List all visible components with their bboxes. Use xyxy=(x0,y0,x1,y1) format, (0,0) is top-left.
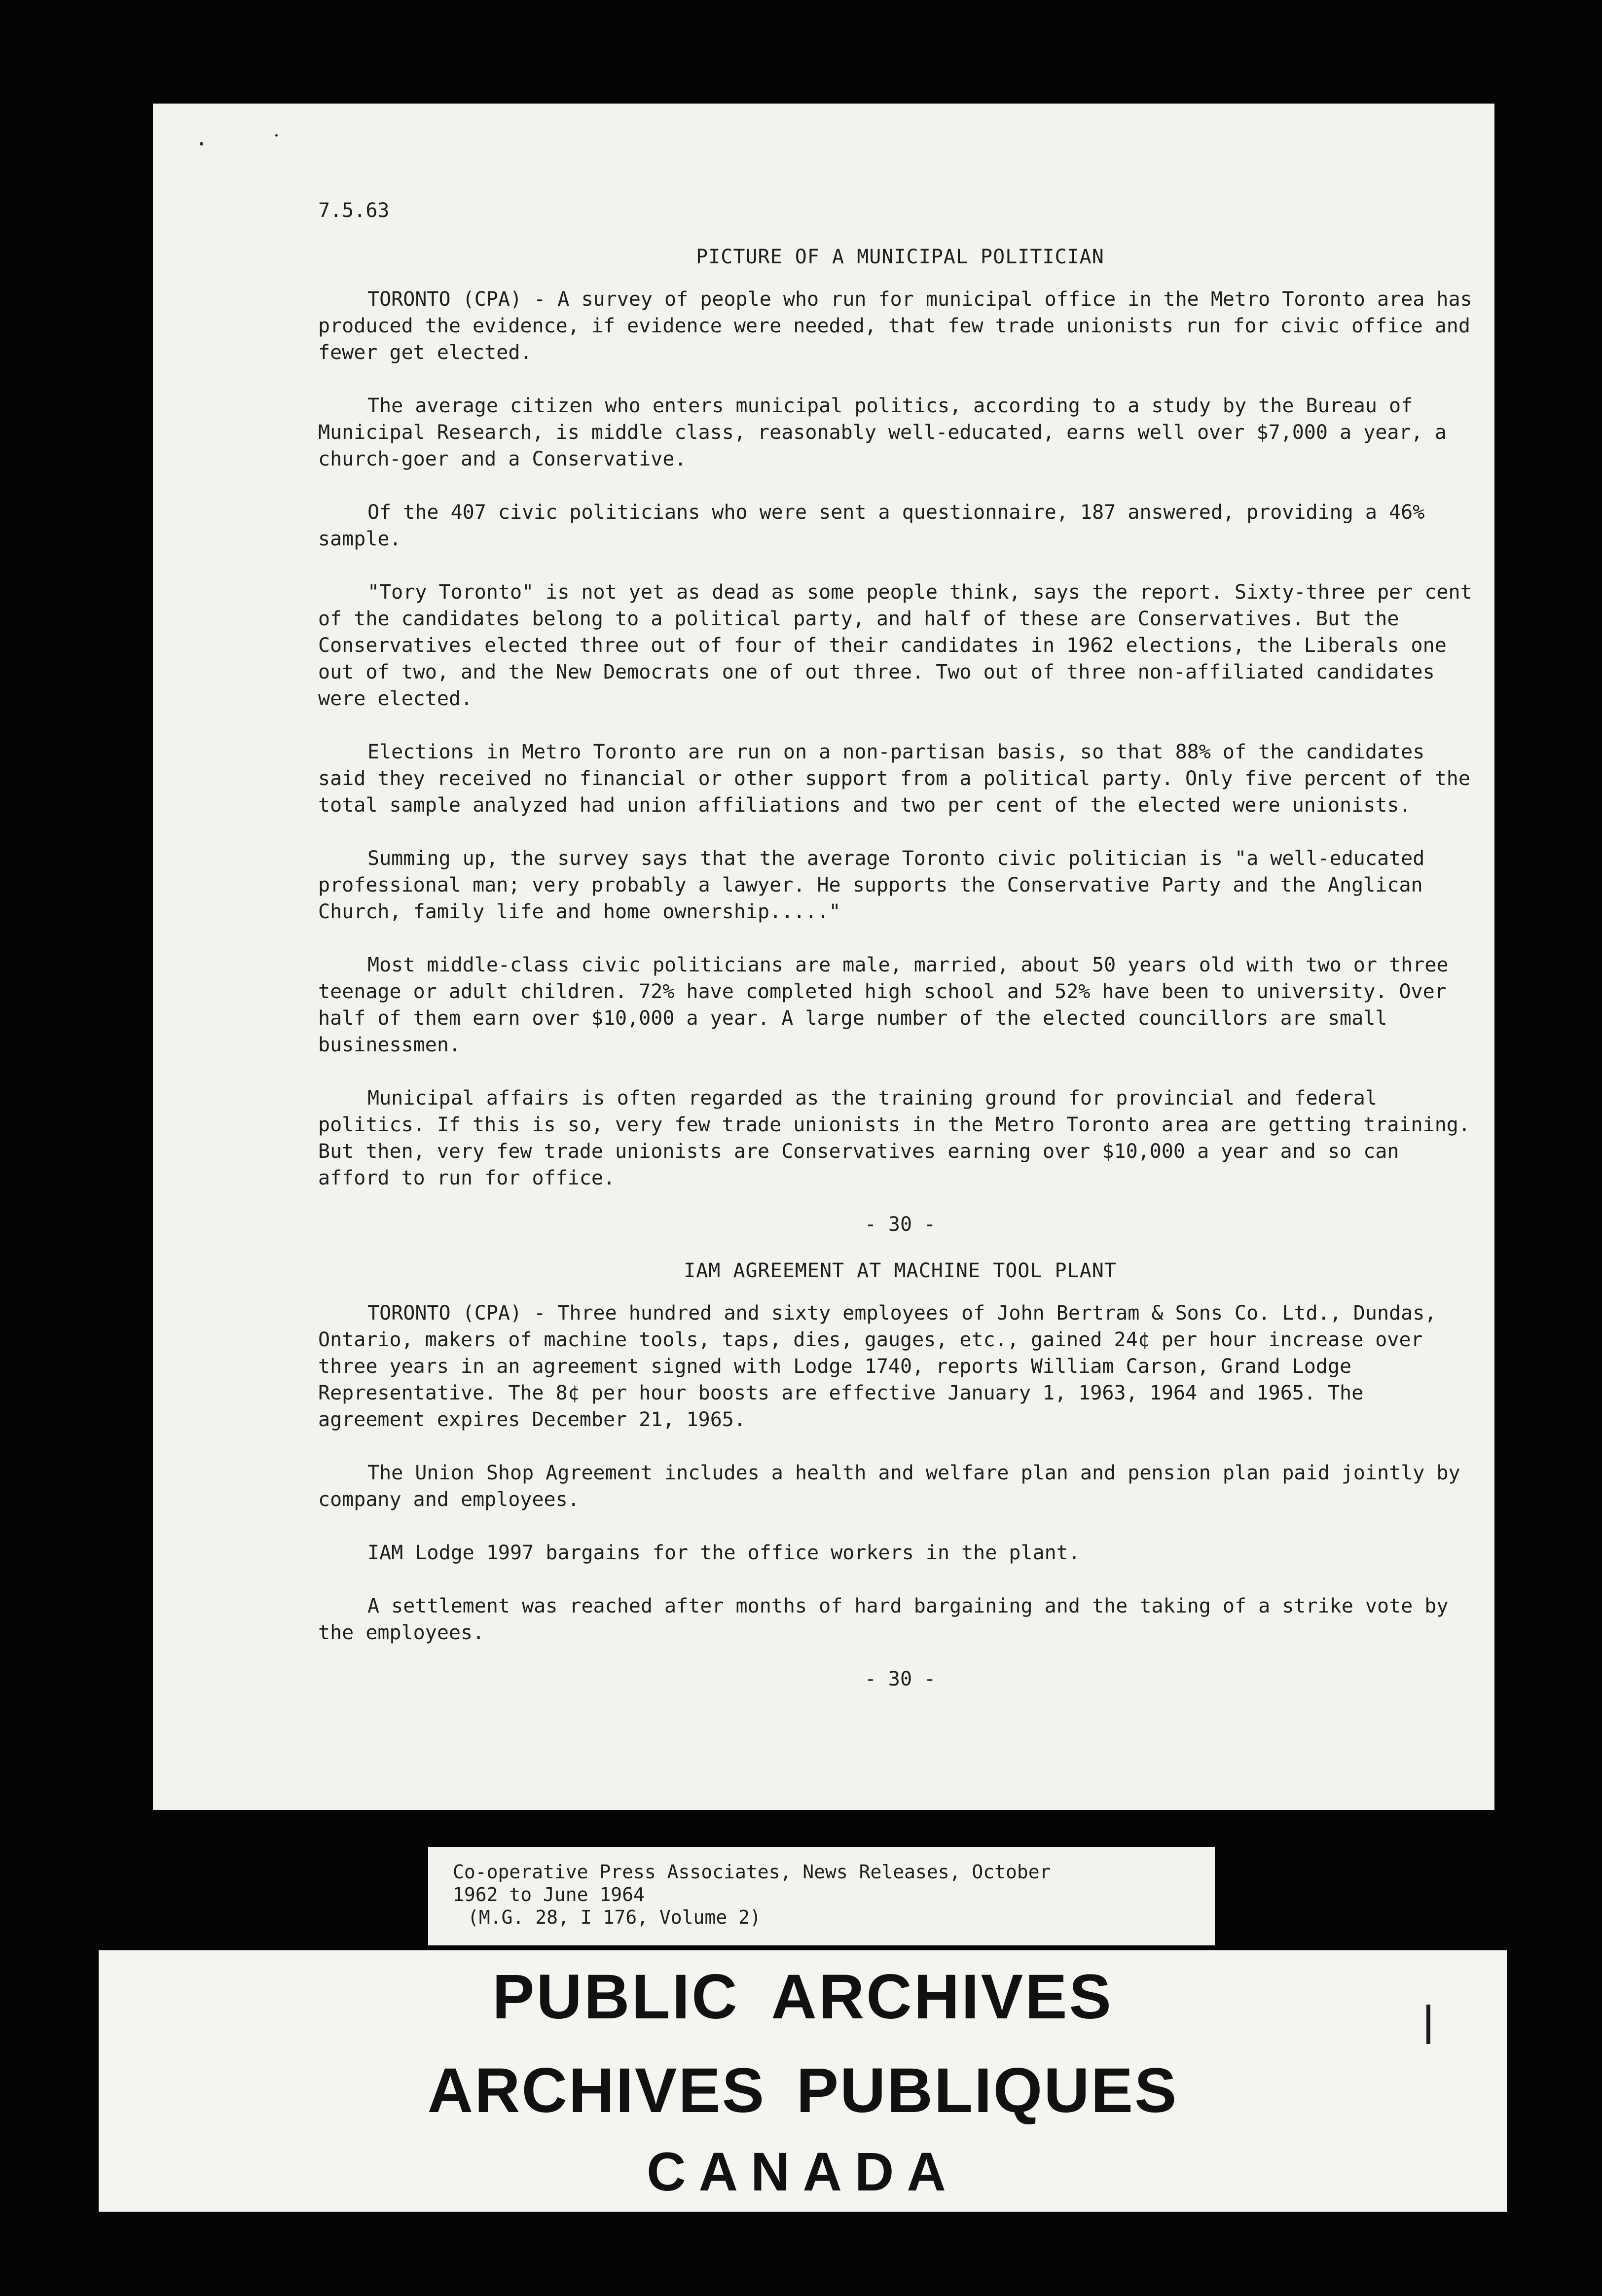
article1-paragraph: Elections in Metro Toronto are run on a non-partisan basis, so that 88% of the candidates said they received no financial or other support from a political party. Only five percent of the total sample analyzed had union affiliations and two per cent of the elected were unionists. xyxy=(318,741,1470,817)
public-archives-stamp xyxy=(99,1950,1507,2212)
typed-text xyxy=(318,197,1482,1712)
document-date: 7.5.63 xyxy=(318,199,390,222)
article1-paragraph: Summing up, the survey says that the average Toronto civic politician is "a well-educated professional man; very probably a lawyer. He supports the Conservative Party and the Anglican Church, family life and home ownership....." xyxy=(318,847,1425,923)
article2-paragraph: The Union Shop Agreement includes a health and welfare plan and pension plan paid jointly by company and employees. xyxy=(318,1462,1460,1511)
archive-citation-label xyxy=(428,1847,1215,1945)
article1-end-mark: - 30 - xyxy=(864,1213,936,1236)
stamp-mark xyxy=(1426,2005,1430,2044)
article2-paragraph: IAM Lodge 1997 bargains for the office workers in the plant. xyxy=(367,1542,1080,1564)
article2-paragraph: TORONTO (CPA) - Three hundred and sixty employees of John Bertram & Sons Co. Ltd., Dundas, Ontario, makers of machine tools, taps, dies, gauges, etc., gained 24¢ per hour increase over three years in an agreement signed with Lodge 1740, reports William Carson, Grand Lodge Representative. The 8¢ per hour boosts are effective January 1, 1963, 1964 and 1965. The agreement expires December 21, 1965. xyxy=(318,1302,1437,1431)
article2-paragraph: A settlement was reached after months of hard bargaining and the taking of a strike vote by the employees. xyxy=(318,1595,1449,1644)
stamp-line-country: CANADA xyxy=(647,2142,959,2202)
article1-paragraph: TORONTO (CPA) - A survey of people who run for municipal office in the Metro Toronto area has produced the evidence, if evidence were needed, that few trade unionists run for civic office and fewer get elected. xyxy=(318,288,1472,364)
stamp-line-english: PUBLIC ARCHIVES xyxy=(492,1962,1113,2032)
article1-headline: PICTURE OF A MUNICIPAL POLITICIAN xyxy=(696,246,1104,268)
article1-paragraph: Of the 407 civic politicians who were sent a questionnaire, 187 answered, providing a 46% sample. xyxy=(318,501,1425,550)
speck xyxy=(275,134,278,137)
article1-paragraph: "Tory Toronto" is not yet as dead as some people think, says the report. Sixty-three per cent of the candidates belong to a political party, and half of these are Conservatives. But the Conservatives elected three out of four of their candidates in 1962 elections, the Liberals one out of two, and the New Democrats one of out three. Two out of three non-affiliated candidates were elected. xyxy=(318,581,1472,710)
citation-line: 1962 to June 1964 xyxy=(453,1884,645,1905)
document-page xyxy=(153,104,1494,1810)
article1-paragraph: Most middle-class civic politicians are male, married, about 50 years old with two or three teenage or adult children. 72% have completed high school and 52% have been to university. Over half of them earn over $10,000 a year. A large number of the elected councillors are small businessmen. xyxy=(318,954,1449,1056)
article2-end-mark: - 30 - xyxy=(864,1668,936,1690)
article1-paragraph: The average citizen who enters municipal politics, according to a study by the Bureau of Municipal Research, is middle class, reasonably well-educated, earns well over $7,000 a year, a church-goer and a Conservative. xyxy=(318,395,1447,470)
article1-paragraph: Municipal affairs is often regarded as the training ground for provincial and federal politics. If this is so, very few trade unionists in the Metro Toronto area are getting training. But then, very few trade unionists are Conservatives earning over $10,000 a year and so can afford to run for office. xyxy=(318,1087,1470,1189)
stamp-line-french: ARCHIVES PUBLIQUES xyxy=(427,2055,1178,2126)
article2-headline: IAM AGREEMENT AT MACHINE TOOL PLANT xyxy=(684,1259,1117,1282)
citation-line: Co-operative Press Associates, News Releases, October xyxy=(453,1861,1051,1883)
speck xyxy=(200,142,203,145)
citation-reference: (M.G. 28, I 176, Volume 2) xyxy=(468,1906,761,1928)
